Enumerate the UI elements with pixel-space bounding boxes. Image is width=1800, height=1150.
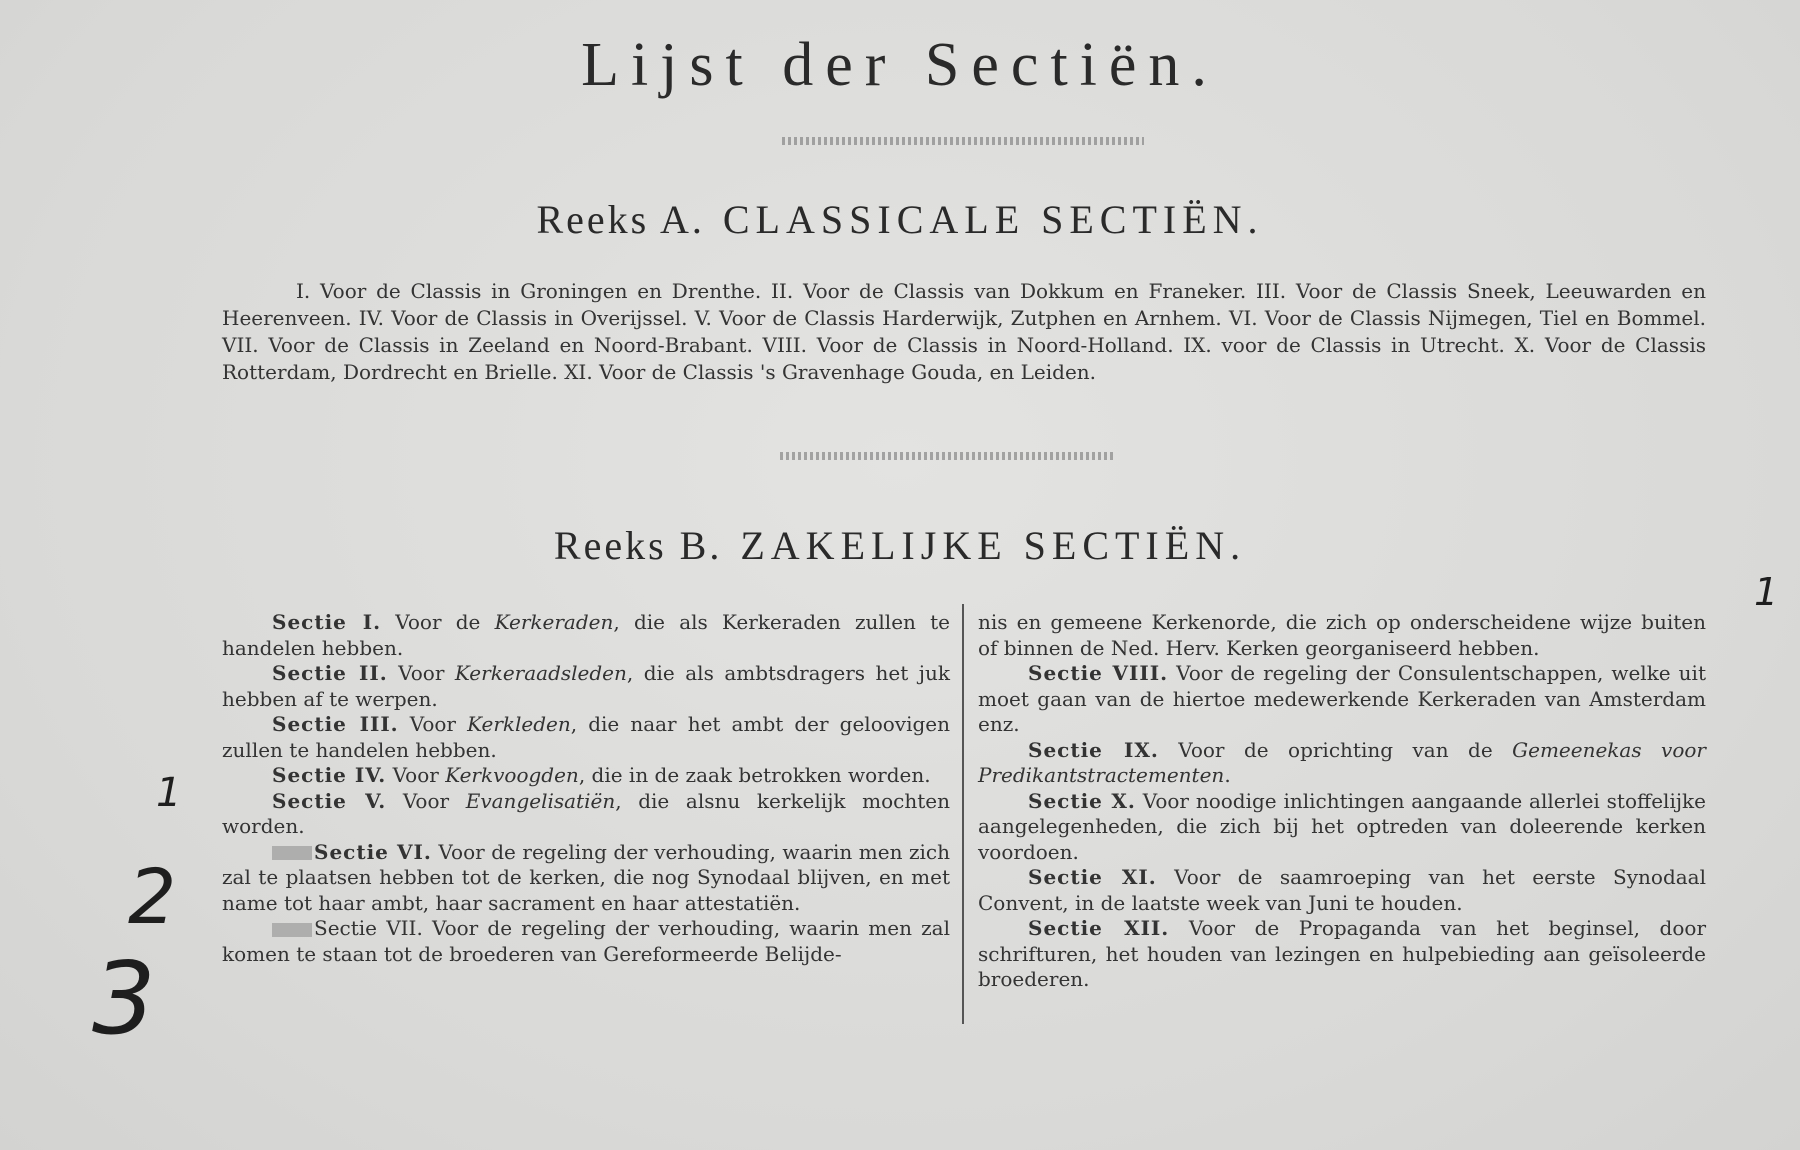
section-6: Sectie VI. Voor de regeling der verhouding, waarin men zich zal te plaatsen hebben tot de kerken, die nog Synodaal blijven, en met name tot haar ambt, haar sacrament en haar attestatiën. bbox=[222, 839, 950, 915]
series-b-heading bbox=[0, 522, 1800, 569]
ornamental-rule-top bbox=[782, 137, 1144, 145]
section-4: Sectie IV. Voor Kerkvoogden, die in de zaak betrokken worden. bbox=[272, 763, 931, 787]
section-2: Sectie II. Voor Kerkeraadsleden, die als ambtsdragers het juk hebben af te werpen. bbox=[222, 661, 950, 711]
handwritten-mark-1: 1 bbox=[156, 770, 182, 816]
section-11: Sectie XI. Voor de saamroeping van het eerste Synodaal Convent, in de laatste week van Juni te houden. bbox=[978, 865, 1706, 915]
section-1: Sectie I. Voor de Kerkeraden, die als Kerkeraden zullen te handelen hebben. bbox=[222, 610, 951, 660]
section-10: Sectie X. Voor noodige inlichtingen aangaande allerlei stoffelijke aangelegenheden, die zich bij het optreden van doleerende kerken voordoen. bbox=[978, 788, 1706, 864]
section-12: Sectie XII. Voor de Propaganda van het beginsel, door schrifturen, het houden van lezingen en hulpebieding aan geïsoleerde broederen. bbox=[978, 916, 1707, 991]
section-column-left bbox=[222, 610, 950, 967]
handwritten-mark-3: 3 bbox=[92, 940, 156, 1057]
series-b-prefix: Reeks B. bbox=[553, 523, 723, 568]
section-3: Sectie III. Voor Kerkleden, die naar het ambt der geloovigen zullen te handelen hebben. bbox=[222, 712, 950, 762]
section-column-right bbox=[978, 610, 1706, 993]
ink-smudge bbox=[272, 923, 312, 937]
section-5: Sectie V. Voor Evangelisatiën, die alsnu kerkelijk mochten worden. bbox=[222, 788, 951, 838]
handwritten-mark-2: 2 bbox=[128, 852, 177, 941]
page-title: Lijst der Sectiën. bbox=[581, 31, 1219, 99]
section-7-start: Sectie VII. Voor de regeling der verhouding, waarin men zal komen te staan tot de broederen van Gereformeerde Belijde- bbox=[222, 916, 950, 966]
handwritten-mark-margin: 1 bbox=[1754, 570, 1779, 614]
ink-smudge bbox=[272, 846, 312, 860]
series-a-prefix: Reeks A. bbox=[536, 197, 705, 242]
series-b-name: ZAKELIJKE SECTIËN. bbox=[740, 523, 1247, 568]
series-a-heading bbox=[0, 196, 1800, 243]
series-a-text: I. Voor de Classis in Groningen en Drenthe. II. Voor de Classis van Dokkum en Franeker. III. Voor de Classis Sneek, Leeuwarden en Heerenveen. IV. Voor de Classis in Overijssel. V. Voor de Classis Harderwijk, Zutphen en Arnhem. VI. Voor de Classis Nijmegen, Tiel en Bommel. VII. Voor de Classis in Zeeland en Noord-Brabant. VIII. Voor de Classis in Noord-Holland. IX. voor de Classis in Utrecht. X. Voor de Classis Rotterdam, Dordrecht en Brielle. XI. Voor de Classis 's Gravenhage Gouda, en Leiden. bbox=[222, 279, 1706, 384]
column-divider bbox=[962, 604, 964, 1024]
section-8: Sectie VIII. Voor de regeling der Consulentschappen, welke uit moet gaan van de hiertoe medewerkende Kerkeraden van Amsterdam enz. bbox=[978, 661, 1706, 736]
section-7-continued: nis en gemeene Kerkenorde, die zich op onderscheidene wijze buiten of binnen de Ned. Herv. Kerken georganiseerd hebben. bbox=[978, 610, 1706, 660]
series-a-name: CLASSICALE SECTIËN. bbox=[722, 197, 1264, 242]
section-9: Sectie IX. Voor de oprichting van de Gemeenekas voor Predikantstractementen. bbox=[978, 737, 1706, 787]
ornamental-rule-middle bbox=[780, 452, 1116, 460]
